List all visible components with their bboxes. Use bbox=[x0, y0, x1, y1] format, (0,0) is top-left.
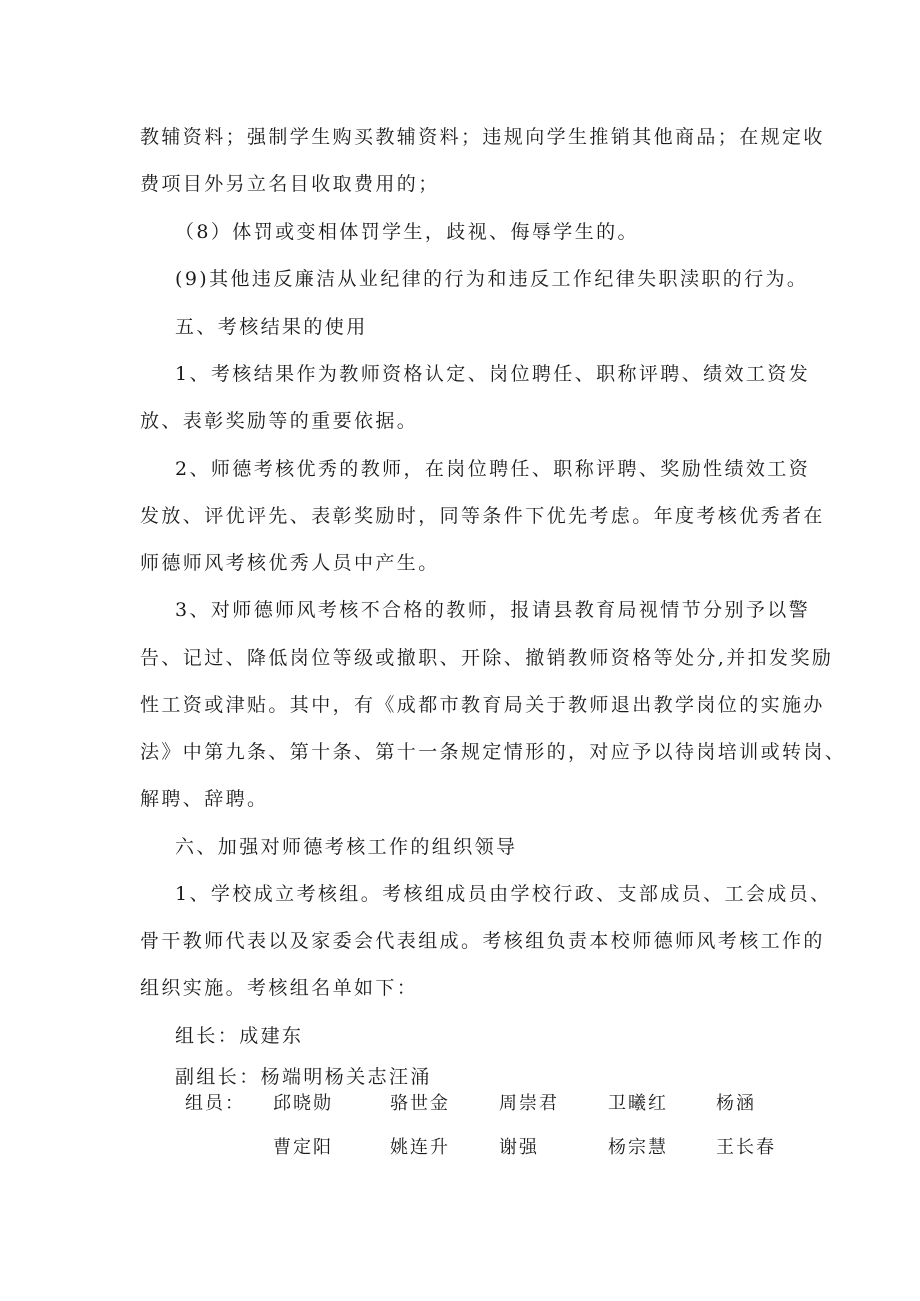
section-heading: 五、考核结果的使用 bbox=[175, 316, 368, 338]
text-line: 骨干教师代表以及家委会代表组成。考核组负责本校师德师风考核工作的 bbox=[140, 930, 825, 952]
text-line: 1、考核结果作为教师资格认定、岗位聘任、职称评聘、绩效工资发 bbox=[175, 363, 811, 385]
text-line: 解聘、辞聘。 bbox=[140, 788, 269, 810]
member-name: 周崇君 bbox=[499, 1093, 559, 1114]
text-line: 告、记过、降低岗位等级或撤职、开除、撤销教师资格等处分,并扣发奖励 bbox=[140, 647, 834, 669]
text-line: 组织实施。考核组名单如下： bbox=[140, 977, 419, 999]
text-line: 发放、评优评先、表彰奖励时，同等条件下优先考虑。年度考核优秀者在 bbox=[140, 505, 825, 527]
members-label: 组员： bbox=[185, 1093, 245, 1114]
text-line: 性工资或津贴。其中，有《成都市教育局关于教师退出教学岗位的实施办 bbox=[140, 694, 825, 716]
text-line: 法》中第九条、第十条、第十一条规定情形的，对应予以待岗培训或转岗、 bbox=[140, 741, 847, 763]
text-line: 放、表彰奖励等的重要依据。 bbox=[140, 410, 419, 432]
text-line: 3、对师德师风考核不合格的教师，报请县教育局视情节分别予以警 bbox=[175, 599, 811, 621]
text-line: 2、师德考核优秀的教师，在岗位聘任、职称评聘、奖励性绩效工资 bbox=[175, 458, 811, 480]
text-line: 1、学校成立考核组。考核组成员由学校行政、支部成员、工会成员、 bbox=[175, 883, 832, 905]
member-name: 骆世金 bbox=[390, 1093, 450, 1114]
team-leader: 组长：成建东 bbox=[175, 1025, 304, 1047]
list-item: (9)其他违反廉洁从业纪律的行为和违反工作纪律失职渎职的行为。 bbox=[175, 268, 809, 290]
member-name: 谢强 bbox=[499, 1137, 539, 1158]
list-item: （8）体罚或变相体罚学生，歧视、侮辱学生的。 bbox=[175, 221, 639, 243]
member-name: 王长春 bbox=[716, 1137, 776, 1158]
text-line: 师德师风考核优秀人员中产生。 bbox=[140, 552, 440, 574]
member-name: 卫曦红 bbox=[608, 1093, 668, 1114]
member-name: 曹定阳 bbox=[273, 1137, 333, 1158]
text-line: 教辅资料；强制学生购买教辅资料；违规向学生推销其他商品；在规定收 bbox=[140, 126, 825, 148]
member-name: 杨涵 bbox=[716, 1093, 756, 1114]
member-name: 邱晓勋 bbox=[273, 1093, 333, 1114]
member-name: 杨宗慧 bbox=[608, 1137, 668, 1158]
text-line: 费项目外另立名目收取费用的； bbox=[140, 173, 440, 195]
team-deputy-leaders: 副组长：杨端明杨关志汪涌 bbox=[175, 1066, 432, 1088]
member-name: 姚连升 bbox=[390, 1137, 450, 1158]
section-heading: 六、加强对师德考核工作的组织领导 bbox=[175, 836, 518, 858]
